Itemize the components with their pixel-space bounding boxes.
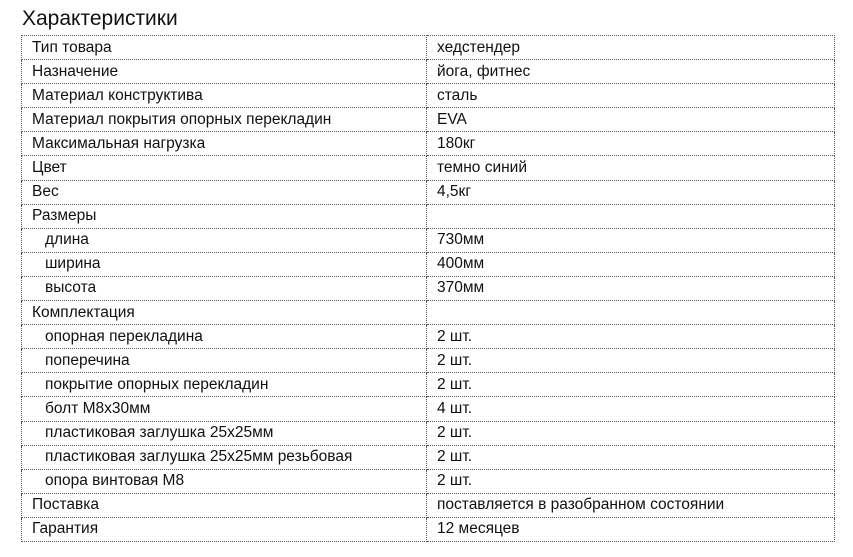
- spec-value: 4,5кг: [427, 180, 835, 204]
- spec-label: Тип товара: [22, 36, 427, 60]
- spec-label: поперечина: [22, 349, 427, 373]
- table-row: [22, 301, 835, 325]
- spec-value: 2 шт.: [427, 445, 835, 469]
- spec-value: 2 шт.: [427, 325, 835, 349]
- spec-label: болт М8х30мм: [22, 397, 427, 421]
- spec-label: высота: [22, 276, 427, 300]
- spec-value: 12 месяцев: [427, 517, 835, 541]
- table-row: [22, 204, 835, 228]
- spec-value: 4 шт.: [427, 397, 835, 421]
- spec-label: опора винтовая М8: [22, 469, 427, 493]
- spec-value: 2 шт.: [427, 469, 835, 493]
- spec-value: 730мм: [427, 228, 835, 252]
- spec-value: 370мм: [427, 276, 835, 300]
- table-row: [22, 180, 835, 204]
- table-row: [22, 36, 835, 60]
- spec-label: Комплектация: [22, 301, 427, 325]
- spec-value: сталь: [427, 84, 835, 108]
- spec-value: EVA: [427, 108, 835, 132]
- spec-value: поставляется в разобранном состоянии: [427, 493, 835, 517]
- spec-label: опорная перекладина: [22, 325, 427, 349]
- table-row: [22, 60, 835, 84]
- spec-label: Материал покрытия опорных перекладин: [22, 108, 427, 132]
- specs-table: [21, 35, 835, 542]
- spec-value: темно синий: [427, 156, 835, 180]
- spec-label: Вес: [22, 180, 427, 204]
- spec-value: 400мм: [427, 252, 835, 276]
- table-row: [22, 493, 835, 517]
- spec-label: Материал конструктива: [22, 84, 427, 108]
- table-row: [22, 325, 835, 349]
- table-row: [22, 108, 835, 132]
- spec-label: пластиковая заглушка 25х25мм: [22, 421, 427, 445]
- spec-value: хедстендер: [427, 36, 835, 60]
- spec-label: пластиковая заглушка 25х25мм резьбовая: [22, 445, 427, 469]
- table-row: [22, 517, 835, 541]
- table-row: [22, 84, 835, 108]
- table-row: [22, 421, 835, 445]
- table-row: [22, 469, 835, 493]
- spec-label: Цвет: [22, 156, 427, 180]
- spec-value: [427, 301, 835, 325]
- page-title: Характеристики: [22, 7, 178, 30]
- table-row: [22, 252, 835, 276]
- spec-value: 2 шт.: [427, 421, 835, 445]
- table-row: [22, 445, 835, 469]
- table-row: [22, 349, 835, 373]
- spec-label: длина: [22, 228, 427, 252]
- spec-value: 180кг: [427, 132, 835, 156]
- table-row: [22, 156, 835, 180]
- table-row: [22, 276, 835, 300]
- spec-label: Назначение: [22, 60, 427, 84]
- spec-label: покрытие опорных перекладин: [22, 373, 427, 397]
- spec-label: Максимальная нагрузка: [22, 132, 427, 156]
- spec-value: 2 шт.: [427, 373, 835, 397]
- spec-value: [427, 204, 835, 228]
- spec-label: Размеры: [22, 204, 427, 228]
- table-row: [22, 228, 835, 252]
- spec-label: Поставка: [22, 493, 427, 517]
- table-row: [22, 397, 835, 421]
- spec-value: йога, фитнес: [427, 60, 835, 84]
- table-row: [22, 132, 835, 156]
- spec-value: 2 шт.: [427, 349, 835, 373]
- specs-table-body: [22, 36, 835, 542]
- spec-label: Гарантия: [22, 517, 427, 541]
- spec-label: ширина: [22, 252, 427, 276]
- table-row: [22, 373, 835, 397]
